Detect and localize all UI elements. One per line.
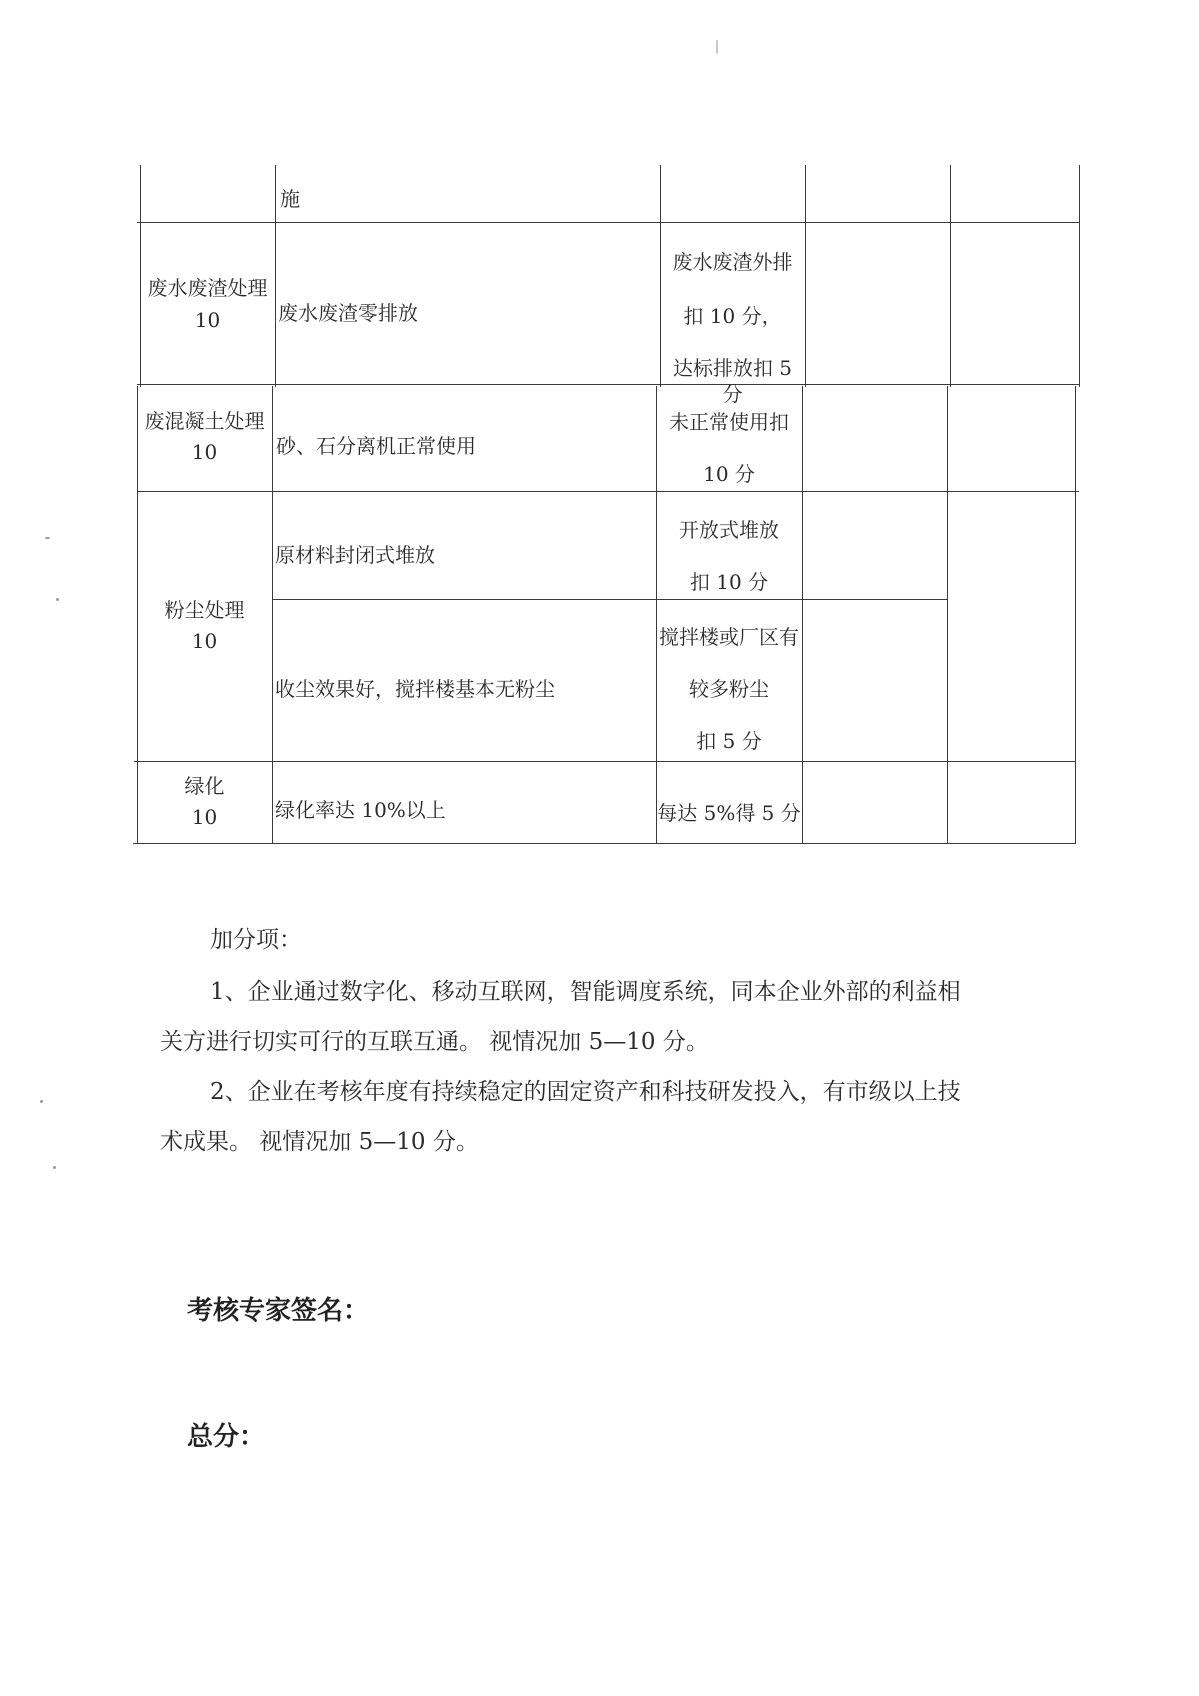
scan-speck [40, 1100, 43, 1103]
score-cell: 10 [194, 308, 221, 332]
item-cell: 废混凝土处理 [144, 409, 265, 433]
bonus-item-2-line-2: 术成果。 视情况加 5—10 分。 [160, 1129, 479, 1155]
deduction-line: 扣 10 分 [689, 570, 769, 594]
standard-cell: 原材料封闭式堆放 [275, 543, 435, 567]
standard-cell: 废水废渣零排放 [278, 301, 418, 325]
bonus-heading: 加分项： [210, 927, 302, 953]
table-rule [660, 165, 661, 387]
scan-speck [56, 598, 59, 601]
table-rule [802, 386, 803, 844]
table-rule [133, 843, 1075, 844]
item-cell: 粉尘处理 [164, 598, 245, 622]
item-cell: 绿化 [184, 774, 225, 798]
deduction-line: 达标排放扣 5 分 [672, 356, 793, 406]
table-rule [134, 761, 1076, 762]
standard-cell: 绿化率达 10%以上 [275, 798, 446, 822]
table-rule [137, 384, 1079, 385]
table-rule [272, 386, 273, 844]
scan-speck [716, 40, 718, 54]
deduction-line: 10 分 [703, 462, 755, 486]
table-rule [275, 165, 276, 387]
table-rule [805, 165, 806, 387]
deduction-line: 扣 10 分， [683, 304, 782, 328]
score-cell: 10 [191, 440, 218, 464]
deduction-line: 扣 5 分 [696, 729, 762, 753]
table-rule [137, 491, 1079, 492]
deduction-line: 较多粉尘 [689, 677, 769, 701]
table-rule [1075, 386, 1076, 844]
table-rule [272, 599, 948, 600]
standard-cell: 收尘效果好，搅拌楼基本无粉尘 [275, 677, 555, 701]
deduction-line: 每达 5%得 5 分 [657, 801, 801, 825]
deduction-line: 开放式堆放 [679, 518, 779, 542]
table-rule [137, 222, 1079, 223]
total-score-label: 总分： [187, 1422, 266, 1452]
score-cell: 10 [191, 629, 218, 653]
standard-cell: 砂、石分离机正常使用 [276, 434, 476, 458]
table-rule [947, 386, 948, 844]
deduction-line: 未正常使用扣 [669, 410, 789, 434]
scan-speck [53, 1166, 56, 1169]
table-rule [1079, 165, 1080, 387]
deduction-line: 搅拌楼或厂区有 [659, 625, 799, 649]
item-cell: 废水废渣处理 [147, 276, 268, 300]
deduction-line: 废水废渣外排 [672, 250, 793, 274]
bonus-item-2-line-1: 2、企业在考核年度有持续稳定的固定资产和科技研发投入，有市级以上技 [210, 1079, 961, 1105]
bonus-item-1-line-2: 关方进行切实可行的互联互通。 视情况加 5—10 分。 [160, 1029, 709, 1055]
standard-cell: 施 [280, 187, 300, 211]
table-rule [656, 386, 657, 844]
scan-speck [45, 537, 50, 539]
expert-signature-label: 考核专家签名： [187, 1296, 370, 1326]
table-rule [950, 165, 951, 387]
bonus-item-1-line-1: 1、企业通过数字化、移动互联网，智能调度系统，同本企业外部的利益相 [210, 979, 961, 1005]
score-cell: 10 [191, 805, 218, 829]
